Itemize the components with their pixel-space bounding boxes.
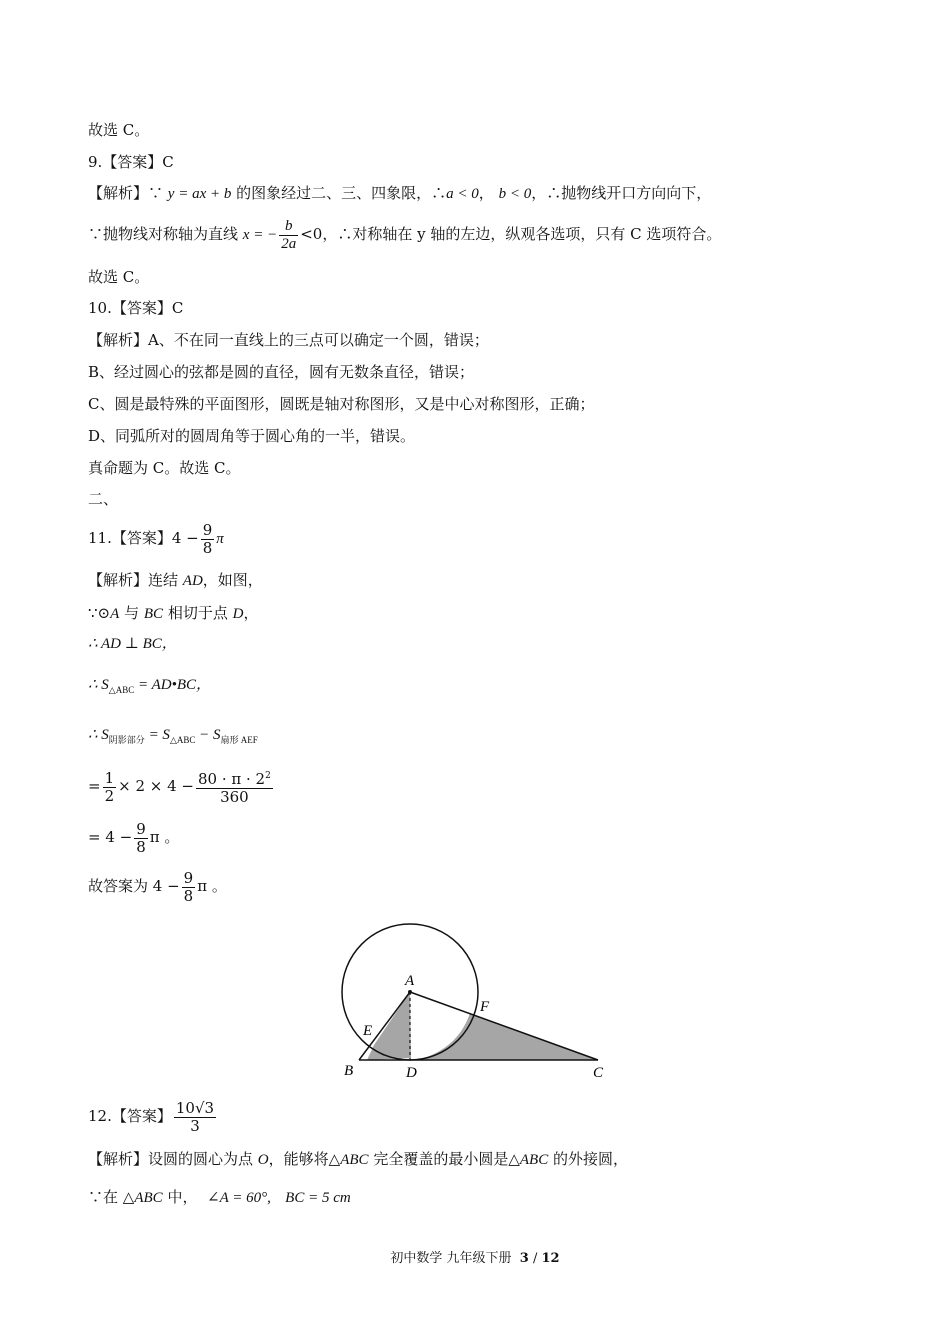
label-e: E [363, 1023, 373, 1039]
text-line: ∴ AD ⊥ BC， [88, 636, 177, 652]
label-b: B [344, 1063, 354, 1079]
q10-answer-heading: 10.【答案】C [88, 299, 184, 317]
text-line: = $\frac{1}{2}$ × 2 × 4 − $\frac{80 \cdot \pi \cdot 2^2}{360}$ [88, 768, 271, 806]
q9-analysis-line-1: 【解析】∵ y = ax + b 的图象经过二、三、四象限，∴a < 0， b < 0，∴抛物线开口方向向下， [88, 184, 712, 202]
text-line: 故选 C。 [88, 121, 150, 139]
text-line: 【解析】连结 AD，如图， [88, 571, 263, 589]
q11-answer-heading: 11.【答案】4 − $\frac{9}{8}$ π [88, 520, 224, 557]
point-a [408, 990, 412, 994]
q9-analysis-line-2: ∵抛物线对称轴为直线 x = − $\frac{b}{2a}$ <0，∴对称轴在 y 轴的左边，纵观各选项，只有 C 选项符合。 [88, 217, 722, 252]
q12-answer-heading: 12.【答案】 $\frac{10√3}{3}$ [88, 1098, 215, 1135]
page-number: 3 [519, 1251, 529, 1266]
equation: y = ax + b [167, 186, 232, 202]
text-line: 故答案为 4 − $\frac{9}{8}$ π 。 [88, 868, 227, 905]
page-total: 12 [541, 1251, 560, 1266]
text-line: 【解析】A、不在同一直线上的三点可以确定一个圆，错误； [88, 331, 489, 349]
label-a: A [405, 973, 415, 989]
geometry-figure [330, 915, 620, 1085]
text-line: 真命题为 C。故选 C。 [88, 459, 241, 477]
text-line: ∴ $S_{阴影部分} = S_{\triangle ABC} - S_{扇形 AEF}$ [88, 727, 258, 745]
fraction: $\frac{b}{2a}$ [281, 217, 297, 252]
text-line: ∴ $S_{\triangle ABC}$ = AD•BC， [88, 677, 211, 695]
text-line: B、经过圆心的弦都是圆的直径，圆有无数条直径，错误； [88, 363, 475, 381]
q9-answer-heading: 9.【答案】C [88, 153, 174, 171]
section-heading: 二、 [88, 490, 119, 508]
text-line: 【解析】设圆的圆心为点 O，能够将△ABC 完全覆盖的最小圆是△ABC 的外接圆， [88, 1150, 628, 1168]
page-footer: 初中数学 九年级下册 3 / 12 [390, 1251, 560, 1266]
text-line: 故选 C。 [88, 268, 150, 286]
label-f: F [480, 999, 490, 1015]
label-d: D [406, 1065, 417, 1081]
footer-subject: 初中数学 九年级下册 [390, 1251, 512, 1266]
text-line: C、圆是最特殊的平面图形，圆既是轴对称图形，又是中心对称图形，正确； [88, 395, 595, 413]
text-line: D、同弧所对的圆周角等于圆心角的一半，错误。 [88, 427, 416, 445]
text-line: ∵⊙A 与 BC 相切于点 D， [88, 604, 259, 622]
label-c: C [593, 1065, 604, 1081]
text-line: = 4 − $\frac{9}{8}$ π 。 [88, 819, 180, 856]
text-line: ∵在 △ABC 中， ∠A = 60°, BC = 5 cm [88, 1188, 351, 1206]
